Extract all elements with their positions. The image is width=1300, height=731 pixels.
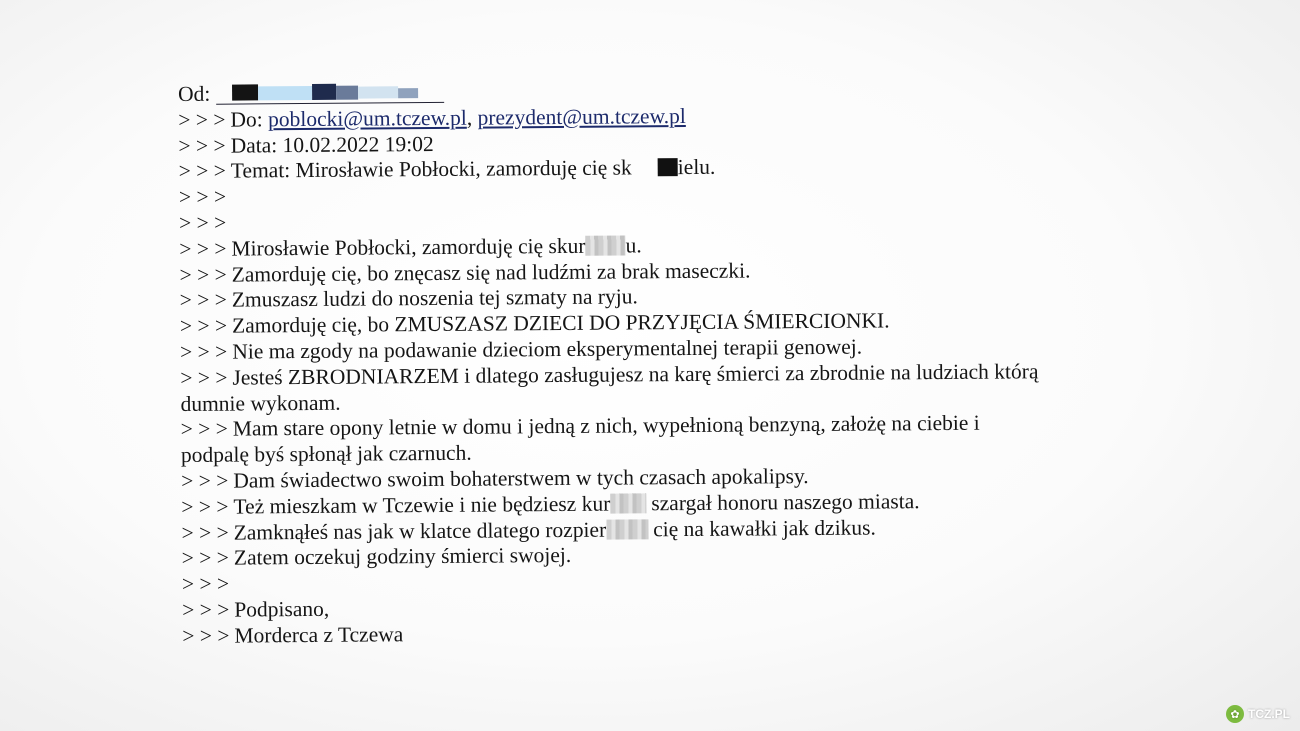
quote-prefix: > > >	[179, 287, 227, 313]
body-text: podpalę byś spłonął jak czarnuch.	[180, 440, 472, 468]
blurred-word	[585, 235, 625, 255]
to-separator: ,	[466, 105, 473, 130]
quote-prefix: > > >	[179, 210, 227, 235]
quote-prefix: > > >	[182, 597, 230, 622]
body-text: Zamknąłeś nas jak w klatce dlatego rozpier	[233, 517, 607, 545]
quote-prefix: > > >	[180, 339, 228, 364]
subject-text-start: Temat: Mirosławie Pobłocki, zamorduję cię sk	[230, 155, 632, 183]
quote-prefix: > > >	[179, 313, 228, 339]
leaf-icon: ✿	[1226, 705, 1244, 723]
quote-prefix: > > >	[181, 571, 230, 597]
quote-prefix: > > >	[181, 468, 229, 493]
quote-prefix: > > >	[179, 262, 227, 287]
signature-name: Morderca z Tczewa	[234, 621, 404, 648]
quote-prefix: > > >	[181, 520, 229, 545]
body-text: Mirosławie Pobłocki, zamorduję cię skur	[231, 233, 586, 261]
watermark-logo	[1226, 705, 1290, 723]
from-label: Od:	[178, 81, 211, 106]
body-text: Jesteś ZBRODNIARZEM i dlatego zasługujesz na karę śmierci za zbrodnie na ludziach którą	[232, 359, 1039, 390]
quote-prefix: > > >	[181, 494, 229, 519]
quote-prefix: > > >	[178, 133, 226, 158]
quote-prefix: > > >	[180, 416, 228, 442]
body-text: Dam świadectwo swoim bohaterstwem w tych czasach apokalipsy.	[233, 464, 809, 493]
date-text: Data: 10.02.2022 19:02	[230, 131, 434, 158]
body-text: cię na kawałki jak dzikus.	[653, 515, 876, 541]
signature-text: Podpisano,	[234, 596, 330, 622]
quote-prefix: > > >	[178, 107, 226, 132]
body-text: dumnie wykonam.	[180, 390, 341, 416]
redacted-sender-address	[216, 79, 444, 104]
watermark-text: TCZ.PL	[1248, 707, 1290, 721]
subject-text-end: ielu.	[677, 155, 716, 180]
body-text: Zmuszasz ludzi do noszenia tej szmaty na ryju.	[231, 284, 638, 312]
signature-line	[182, 617, 1040, 650]
quote-prefix: > > >	[182, 623, 230, 648]
body-text: Nie ma zgody na podawanie dzieciom eksperymentalnej terapii genowej.	[232, 334, 863, 364]
quote-prefix: > > >	[179, 236, 227, 261]
quote-prefix: > > >	[180, 365, 228, 390]
quote-prefix: > > >	[178, 184, 227, 210]
to-label: Do:	[230, 107, 263, 132]
to-address-poblocki[interactable]: poblocki@um.tczew.pl	[267, 105, 467, 132]
redaction-mark	[658, 159, 678, 177]
blurred-word	[610, 493, 646, 513]
body-text: Zatem oczekuj godziny śmierci swojej.	[233, 543, 572, 570]
to-address-prezydent[interactable]: prezydent@um.tczew.pl	[477, 103, 686, 130]
body-text: szargał honoru naszego miasta.	[651, 488, 920, 516]
quote-prefix: > > >	[178, 159, 226, 184]
quote-prefix: > > >	[181, 545, 229, 571]
body-text: Zamorduję cię, bo znęcasz się nad ludźmi za brak maseczki.	[231, 258, 751, 287]
body-text: Też mieszkam w Tczewie i nie będziesz kur	[233, 491, 611, 519]
blurred-word	[606, 519, 648, 539]
body-text: u.	[625, 233, 642, 258]
scanned-email-document	[178, 75, 1041, 649]
body-text: Zamorduję cię, bo ZMUSZASZ DZIECI DO PRZYJĘCIA ŚMIERCIONKI.	[231, 308, 890, 338]
body-text: Mam stare opony letnie w domu i jedną z nich, wypełnioną benzyną, założę na ciebie i	[232, 411, 980, 441]
